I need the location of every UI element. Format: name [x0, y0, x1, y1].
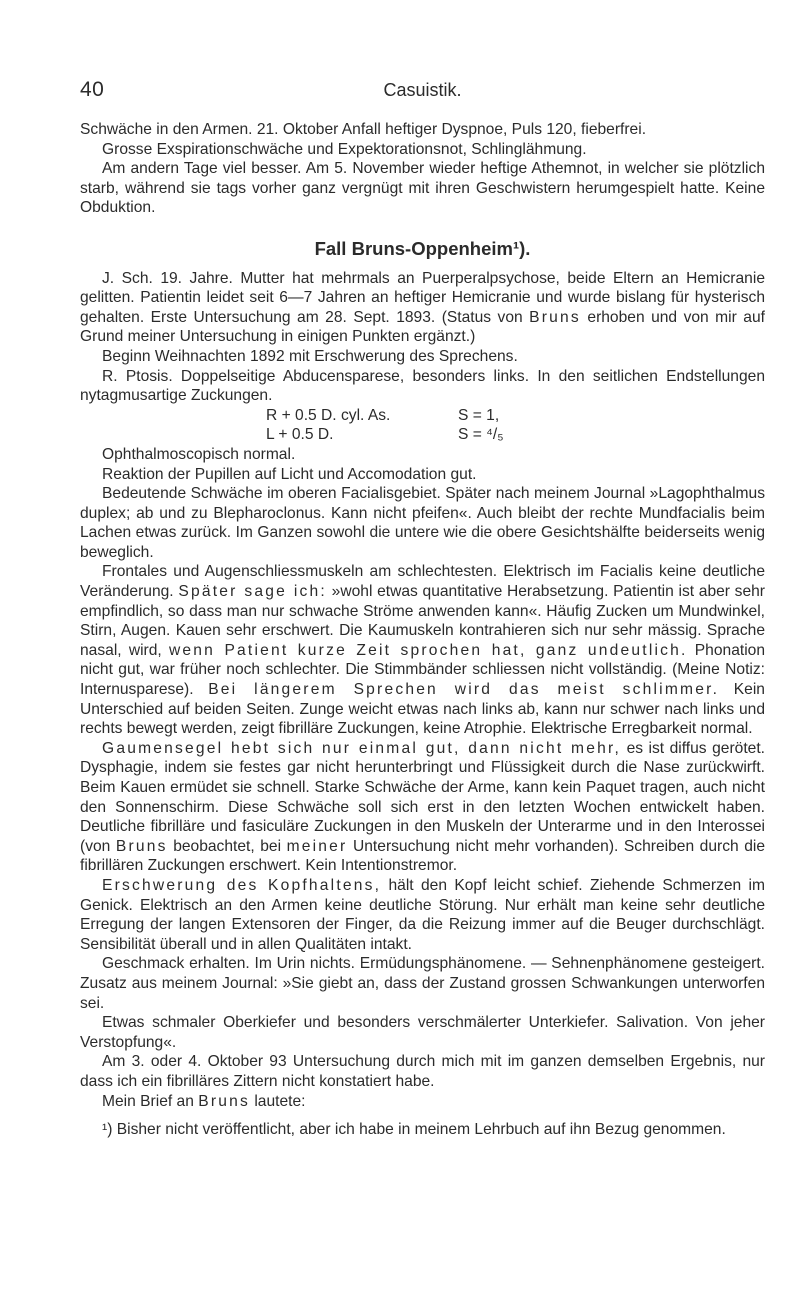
spaced-text: Erschwerung des Kopfhaltens, [102, 876, 382, 894]
paragraph: Reaktion der Pupillen auf Licht und Accomodation gut. [102, 465, 477, 483]
intro-paragraph: Grosse Exspirationschwäche und Expektorationsnot, Schlinglähmung. [102, 140, 587, 158]
page-header [80, 78, 765, 106]
paragraph: Geschmack erhalten. Im Urin nichts. Ermüdungsphänomene. — Sehnenphänomene gesteigert. Zusatz aus meinem Journal: »Sie giebt an, dass der Zustand grossen Schwankungen unterworfen sei. [80, 955, 765, 1012]
paragraph: Gaumensegel hebt sich nur einmal gut, dann nicht mehr, es ist diffus gerötet. Dysphagie, indem sie festes gar nicht herunterbringt und Flüssigkeit durch die Nase zurückwirft. Beim Kauen ermüdet sie schnell. Starke Schwäche der Arme, kann kein Paquet tragen, auch nicht den Sonnenschirm. Diese Schwäche soll sich erst in den letzten Wochen entwickelt haben. Deutliche fibrilläre und fasiculäre Zuckungen in den Muskeln der Unterarme und in den Interossei (von Bruns beobachtet, bei meiner Untersuchung nicht mehr vorhanden). Schreiben durch die fibrillären Zuckungen erschwert. Kein Intentionstremor. [80, 739, 765, 875]
paragraph: R. Ptosis. Doppelseitige Abducensparese, besonders links. In den seitlichen Endstellungen nytagmusartige Zuckungen. [80, 367, 765, 405]
spaced-text: Gaumensegel hebt sich nur einmal gut, dann nicht mehr, [102, 739, 622, 757]
intro-paragraph: Am andern Tage viel besser. Am 5. November wieder heftige Athemnot, in welcher sie plötzlich starb, während sie tags vorher ganz vergnügt mit ihren Geschwistern herumgespielt hatte. Keine Obduktion. [80, 160, 765, 217]
paragraph: Etwas schmaler Oberkiefer und besonders verschmälerter Unterkiefer. Salivation. Von jeher Verstopfung«. [80, 1014, 765, 1051]
visus-left: L + 0.5 D. [266, 426, 334, 444]
page-number: 40 [80, 78, 105, 101]
intro-paragraph: Schwäche in den Armen. 21. Oktober Anfall heftiger Dyspnoe, Puls 120, fieberfrei. [80, 121, 647, 138]
footnote: ¹) Bisher nicht veröffentlicht, aber ich habe in meinem Lehrbuch auf ihn Bezug genommen. [102, 1121, 726, 1139]
author-name: Bruns [115, 837, 168, 855]
author-name: Bruns [529, 308, 581, 326]
paragraph: Mein Brief an Bruns lautete: [102, 1092, 306, 1110]
paragraph: Ophthalmoscopisch normal. [102, 445, 296, 463]
spaced-text: wenn Patient kurze Zeit sprochen hat, ganz undeutlich. [168, 641, 688, 659]
spaced-text: Später sage ich: [178, 583, 327, 601]
paragraph: Beginn Weihnachten 1892 mit Erschwerung des Sprechens. [102, 347, 518, 365]
paragraph: Bedeutende Schwäche im oberen Facialisgebiet. Später nach meinem Journal »Lagophthalmus duplex; ab und zu Blepharoclonus. Kann nicht pfeifen«. Auch bleibt der rechte Mundfacialis beim Lachen etwas zurück. Im Ganzen sowohl die untere wie die obere Gesichtshälfte beiderseits wenig beweglich. [80, 485, 765, 561]
paragraph: Frontales und Augenschliessmuskeln am schlechtesten. Elektrisch im Facialis keine deutliche Veränderung. Später sage ich: »wohl etwas quantitative Herabsetzung. Patientin ist aber sehr empfindlich, so dass man nur schwache Ströme anwenden kann«. Häufig Zucken um Mundwinkel, Stirn, Augen. Kauen sehr erschwert. Die Kaumuskeln kontrahieren sich nur sehr mässig. Sprache nasal, wird, wenn Patient kurze Zeit sprochen hat, ganz undeutlich. Phonation nicht gut, war früher noch schlechter. Die Stimmbänder schliessen nicht vollständig. (Meine Notiz: Internusparese). Bei längerem Sprechen wird das meist schlimmer. Kein Unterschied auf beiden Seiten. Zunge weicht etwas nach links ab, kann nur schwer nach links und rechts bewegt werden, zeigt fibrilläre Zuckungen, keine Atrophie. Elektrische Erregbarkeit normal. [80, 563, 766, 738]
visus-left-acuity: S = ⁴/₅ [458, 426, 504, 444]
body-text [80, 120, 765, 1140]
visus-formula [266, 406, 765, 445]
visus-right: R + 0.5 D. cyl. As. [266, 406, 391, 424]
paragraph: Erschwerung des Kopfhaltens, hält den Kopf leicht schief. Ziehende Schmerzen im Genick. Elektrisch an den Armen keine deutliche Störung. Nur erhält man keine sehr deutliche Erregung der langen Extensoren der Finger, da die Reizung immer auf die Beuger durchschlägt. Sensibilität überall und in allen Qualitäten intakt. [80, 876, 765, 953]
case-title: Fall Bruns-Oppenheim¹). [314, 237, 531, 259]
paragraph: Am 3. oder 4. Oktober 93 Untersuchung durch mich mit im ganzen demselben Ergebnis, nur dass ich ein fibrilläres Zittern nicht konstatiert habe. [80, 1053, 765, 1090]
running-title: Casuistik. [383, 80, 462, 100]
paragraph: J. Sch. 19. Jahre. Mutter hat mehrmals an Puerperalpsychose, beide Eltern an Hemicranie gelitten. Patientin leidet seit 6—7 Jahren an heftiger Hemicranie und wurde bislang für hysterisch gehalten. Erste Untersuchung am 28. Sept. 1893. (Status von Bruns erhoben und von mir auf Grund meiner Untersuchung in einigen Punkten ergänzt.) [80, 269, 765, 346]
visus-right-acuity: S = 1, [458, 406, 500, 424]
author-name: Bruns [198, 1092, 250, 1110]
spaced-text: meiner [286, 837, 348, 855]
spaced-text: Bei längerem Sprechen wird das meist schlimmer. [208, 681, 720, 699]
